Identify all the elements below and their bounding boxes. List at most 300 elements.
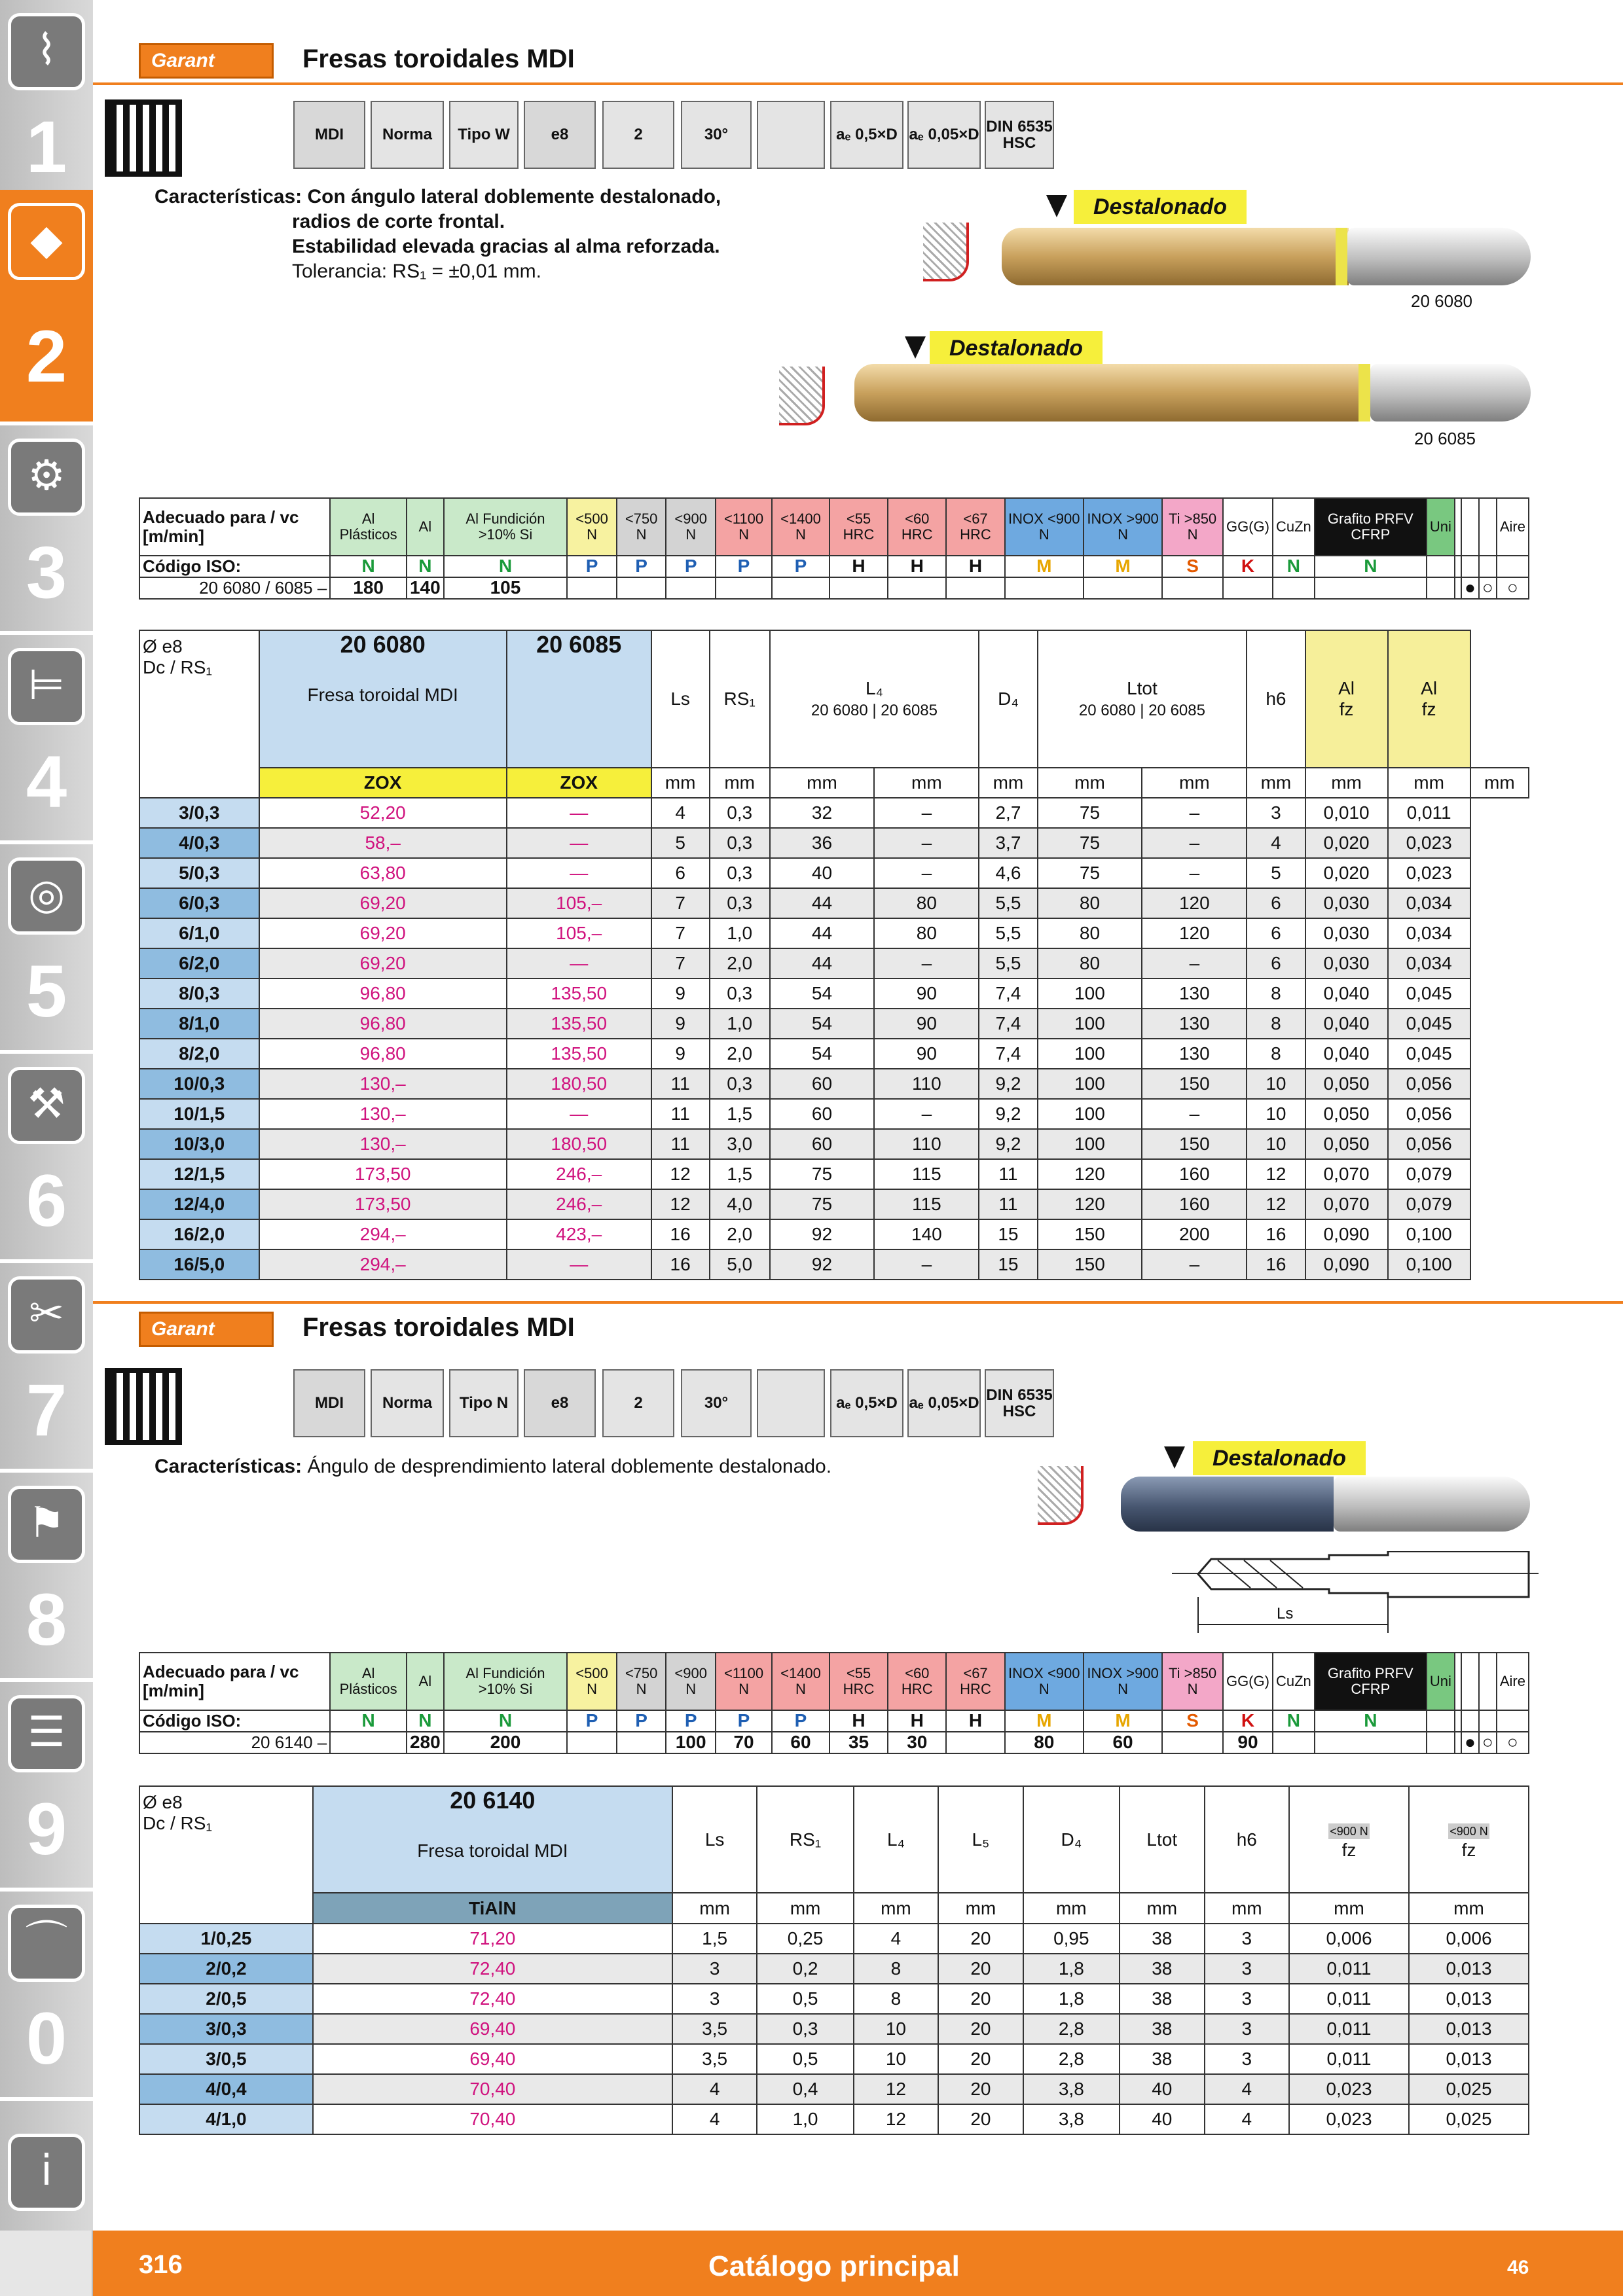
chapter-tab-9[interactable]: ☰ 9 [0,1682,93,1892]
cell: 10 [1247,1099,1305,1129]
cell: 96,80 [259,1039,507,1069]
vc-value: ○ [1497,1732,1529,1753]
cell: — [507,1249,651,1280]
cell: 9 [651,1009,710,1039]
cell: 2/0,2 [139,1954,313,1984]
section2-material-table [139,1652,1529,1754]
cell: 20 [938,2104,1023,2134]
mat-head-18: Uni [1427,498,1455,556]
table-row [139,918,1529,948]
cell: 8/1,0 [139,1009,259,1039]
cell: 3 [1205,2014,1289,2044]
garant-logo: Garant [139,1312,274,1347]
iso-code: P [772,556,830,577]
cell: 0,079 [1388,1159,1470,1189]
vc-value [888,577,946,599]
cell: 38 [1120,2014,1205,2044]
cell: 8 [854,1984,938,2014]
cell: 80 [1038,888,1142,918]
tool3-image [1121,1477,1334,1532]
chapter-tab-5[interactable]: ◎ 5 [0,844,93,1054]
cell: 20 [938,1954,1023,1984]
mat-head-13: INOX >900 N [1084,1653,1162,1710]
unit-mm: mm [1409,1893,1529,1924]
cell: 130,– [259,1099,507,1129]
cell: 75 [1038,798,1142,828]
vc-value [330,1732,407,1753]
drill-icon: ⌇ [8,13,85,90]
mat-head-15: GG(G) [1223,498,1273,556]
cell: 0,034 [1388,888,1470,918]
cell: 0,023 [1289,2074,1409,2104]
cell: 0,006 [1289,1924,1409,1954]
col-fz-al1: Al fz [1305,630,1388,768]
cell: 52,20 [259,798,507,828]
iso-code: N [1273,1710,1315,1732]
unit-mm: mm [1023,1893,1120,1924]
iso-code: H [946,556,1004,577]
iso-code: P [617,556,666,577]
cell: 3,5 [672,2044,757,2074]
cell: 0,040 [1305,1009,1388,1039]
cell: 44 [770,948,875,978]
mat-head-17: Grafito PRFV CFRP [1315,498,1427,556]
mat-head-2: Al [407,498,444,556]
vc-value: 30 [888,1732,946,1753]
cell: 90 [874,1039,979,1069]
iso-code: S [1162,556,1223,577]
vc-value [1273,577,1315,599]
cell: 246,– [507,1159,651,1189]
vc-value: 180 [330,577,407,599]
info-icon: i [8,2134,85,2211]
table-row [139,1099,1529,1129]
col-fz1: <900 N fz [1289,1786,1409,1893]
chapter-tab-4[interactable]: ⊨ 4 [0,635,93,844]
cell: 130 [1142,978,1247,1009]
milling-insert-icon: ◆ [8,203,85,280]
cell: 16 [651,1249,710,1280]
cell: 140 [874,1219,979,1249]
section1-title: Fresas toroidales MDI [302,45,575,73]
iso-code: P [666,556,716,577]
vc-row-label: 20 6140 – [139,1732,330,1753]
symbol-9: aₑ 0,05×D [907,1369,981,1437]
cell: – [874,858,979,888]
cell: 5,5 [979,918,1037,948]
vc-value [1223,577,1273,599]
symbol-5: 2 [602,101,674,169]
symbol-7 [757,1369,825,1437]
table-row [139,1159,1529,1189]
iso-code: S [1162,1710,1223,1732]
mat-head-22: Aire [1497,498,1529,556]
section1-data-table [139,630,1529,1280]
qr-code[interactable] [105,1368,182,1445]
cell: 4,6 [979,858,1037,888]
col-206140: 20 6140 Fresa toroidal MDI [313,1786,672,1893]
coating-zox: ZOX [507,768,651,798]
cell: 0,023 [1388,828,1470,858]
iso-code: K [1223,556,1273,577]
cell: 3 [1205,1954,1289,1984]
cell: 3,7 [979,828,1037,858]
vc-value [830,577,888,599]
cell: 0,020 [1305,828,1388,858]
symbol-9: aₑ 0,05×D [907,101,981,169]
cell: 8/0,3 [139,978,259,1009]
cell: 294,– [259,1219,507,1249]
cell: 9,2 [979,1099,1037,1129]
mat-head-0: Adecuado para / vc [m/min] [139,498,330,556]
cell: 16 [1247,1249,1305,1280]
cell: 7 [651,948,710,978]
mat-head-13: INOX >900 N [1084,498,1162,556]
iso-code: N [1315,1710,1427,1732]
cabinet-icon: ☰ [8,1695,85,1772]
cell: 135,50 [507,1039,651,1069]
cell: 0,045 [1388,1009,1470,1039]
radius-profile-icon [779,367,825,425]
features-label: Características: [155,1456,302,1477]
cell: 6 [651,858,710,888]
table-row [139,2074,1529,2104]
cell: 3 [1205,2044,1289,2074]
cell: 0,090 [1305,1219,1388,1249]
cell: 2/0,5 [139,1984,313,2014]
mat-head-10: <60 HRC [888,498,946,556]
cell: 96,80 [259,978,507,1009]
cell: 4,0 [710,1189,770,1219]
cell: 0,025 [1409,2074,1529,2104]
qr-code[interactable] [105,99,182,177]
cell: 72,40 [313,1984,672,2014]
cell: 9,2 [979,1069,1037,1099]
col-h6: h6 [1247,630,1305,768]
cell: 1,5 [710,1159,770,1189]
col-h6: h6 [1205,1786,1289,1893]
page-number: 316 [139,2250,183,2279]
chapter-tab-1[interactable]: ⌇ 1 [0,0,93,209]
wrench-icon: ⚒ [8,1067,85,1144]
cell: 0,3 [710,978,770,1009]
cell: 0,3 [710,888,770,918]
cell: 0,030 [1305,888,1388,918]
cell: 0,013 [1409,2014,1529,2044]
cell: 11 [651,1099,710,1129]
cell: 0,050 [1305,1099,1388,1129]
mat-head-4: <500 N [567,498,617,556]
cell: 12 [651,1159,710,1189]
cell: 38 [1120,1984,1205,2014]
cell: 44 [770,918,875,948]
cell: 1/0,25 [139,1924,313,1954]
cell: 150 [1038,1249,1142,1280]
cell: 0,034 [1388,918,1470,948]
cell: 0,011 [1289,2014,1409,2044]
cell: – [874,1249,979,1280]
cell: 6 [1247,888,1305,918]
symbol-8: aₑ 0,5×D [830,101,903,169]
cell: 0,3 [710,1069,770,1099]
cell: 60 [770,1129,875,1159]
cell: 130,– [259,1129,507,1159]
vc-value [946,1732,1004,1753]
cell: 294,– [259,1249,507,1280]
iso-code: P [772,1710,830,1732]
cell: 80 [874,918,979,948]
arrow-down-icon [905,336,926,359]
cell: 16/5,0 [139,1249,259,1280]
unit-mm: mm [710,768,770,798]
tool3-label: Destalonado [1193,1441,1366,1475]
cell: 0,050 [1305,1129,1388,1159]
cell: 0,011 [1289,1954,1409,1984]
cell: 60 [770,1099,875,1129]
cell: 54 [770,978,875,1009]
cell: 10 [854,2044,938,2074]
pliers-icon: ✂ [8,1276,85,1354]
cell: 135,50 [507,1009,651,1039]
col-206080: 20 6080 Fresa toroidal MDI [259,630,507,768]
tool2-shank [1370,364,1531,422]
col-l4: L₄ 20 6080 | 20 6085 [770,630,979,768]
col-dc: Ø e8 Dc / RS₁ [139,1786,313,1924]
cell: 11 [651,1129,710,1159]
cell: 0,023 [1388,858,1470,888]
unit-mm: mm [1120,1893,1205,1924]
col-l4: L₄ [854,1786,938,1893]
cell: 6/2,0 [139,948,259,978]
mat-head-1: Al Plásticos [330,498,407,556]
cell: – [1142,948,1247,978]
cell: 0,045 [1388,1039,1470,1069]
chapter-tab-3[interactable]: ⚙ 3 [0,425,93,635]
cell: 115 [874,1159,979,1189]
cell: 2,8 [1023,2044,1120,2074]
section2-features [155,1454,1006,1479]
cell: 9,2 [979,1129,1037,1159]
cell: – [874,1099,979,1129]
iso-code: N [444,556,568,577]
mat-head-2: Al [407,1653,444,1710]
cell: 10/3,0 [139,1129,259,1159]
cell: – [874,948,979,978]
iso-code: N [330,556,407,577]
vc-value: 90 [1223,1732,1273,1753]
unit-mm: mm [1470,768,1529,798]
cell: 0,013 [1409,1984,1529,2014]
cell: 100 [1038,1129,1142,1159]
symbol-4: e8 [524,1369,596,1437]
cell: 36 [770,828,875,858]
vc-value [567,577,617,599]
cell: 100 [1038,978,1142,1009]
symbol-3: Tipo N [449,1369,519,1437]
cell: 160 [1142,1189,1247,1219]
cell: 1,8 [1023,1984,1120,2014]
vc-value [1427,577,1455,599]
cell: 0,3 [710,798,770,828]
cell: 4 [1247,828,1305,858]
vc-value: ○ [1497,577,1529,599]
cell: 90 [874,1009,979,1039]
mat-head-16: CuZn [1273,1653,1315,1710]
symbol-6: 30° [681,1369,752,1437]
cell: 105,– [507,918,651,948]
chapter-tab-info[interactable] [0,2101,93,2231]
iso-code: P [666,1710,716,1732]
chapter-tab-7[interactable]: ✂ 7 [0,1263,93,1473]
features-label: Características: [155,186,302,207]
iso-code: P [716,1710,772,1732]
cell: 3 [1205,1984,1289,2014]
cell: 0,011 [1289,1984,1409,2014]
tool2-image [854,364,1359,422]
cell: 9 [651,1039,710,1069]
iso-code: M [1005,1710,1084,1732]
cell: 9 [651,978,710,1009]
cell: 80 [1038,918,1142,948]
vc-value [716,577,772,599]
symbol-10: DIN 6535 HSC [985,1369,1054,1437]
cell: 4 [672,2074,757,2104]
cell: 20 [938,2014,1023,2044]
cell: 3 [1205,1924,1289,1954]
cell: 6 [1247,948,1305,978]
cell: 130,– [259,1069,507,1099]
tool1-shank [1347,228,1531,285]
cell: 2,7 [979,798,1037,828]
cell: 3/0,3 [139,2014,313,2044]
tool1-ring [1336,228,1347,285]
cell: 120 [1038,1189,1142,1219]
cell: 0,030 [1305,918,1388,948]
cell: 3 [672,1954,757,1984]
cell: 58,– [259,828,507,858]
cell: – [1142,858,1247,888]
table-row [139,858,1529,888]
cell: 0,010 [1305,798,1388,828]
unit-mm: mm [874,768,979,798]
cell: 2,8 [1023,2014,1120,2044]
iso-code: M [1005,556,1084,577]
tool3-drawing [1172,1551,1539,1636]
cell: 1,0 [757,2104,853,2134]
unit-mm: mm [1205,1893,1289,1924]
footer-ref: 46 [1507,2257,1529,2278]
cell: 0,100 [1388,1249,1470,1280]
cell: — [507,1099,651,1129]
section1-rule [93,82,1623,85]
tool2-ring [1359,364,1370,422]
vc-value: 80 [1005,1732,1084,1753]
cell: 4 [854,1924,938,1954]
cell: 5,5 [979,948,1037,978]
cell: 0,013 [1409,1954,1529,1984]
mat-head-20 [1461,498,1479,556]
chapter-sidebar [0,0,93,2296]
iso-code: H [888,556,946,577]
cell: – [1142,798,1247,828]
vc-value [1455,577,1461,599]
toolcase-icon: ⚑ [8,1486,85,1563]
cell: 120 [1142,888,1247,918]
unit-mm: mm [757,1893,853,1924]
cell: 75 [770,1159,875,1189]
table-row [139,978,1529,1009]
cell: 0,3 [710,828,770,858]
ls-dimension: Ls [1277,1605,1294,1623]
cell: 0,95 [1023,1924,1120,1954]
cell: 0,070 [1305,1159,1388,1189]
table-row [139,2104,1529,2134]
cell: 11 [979,1159,1037,1189]
table-row [139,1129,1529,1159]
mat-head-6: <900 N [666,498,716,556]
cell: 38 [1120,2044,1205,2074]
unit-mm: mm [1247,768,1305,798]
col-dc: Ø e8 Dc / RS₁ [139,630,259,798]
cell: 150 [1142,1069,1247,1099]
chapter-tab-6[interactable]: ⚒ 6 [0,1054,93,1263]
cell: 12/4,0 [139,1189,259,1219]
symbol-10: DIN 6535 HSC [985,101,1054,169]
table-row [139,828,1529,858]
symbol-2: Norma [371,101,444,169]
mat-head-16: CuZn [1273,498,1315,556]
col-rs: RS₁ [757,1786,853,1893]
iso-label: Código ISO: [139,556,330,577]
table-row [139,2044,1529,2074]
cell: – [1142,1249,1247,1280]
cell: 12 [854,2104,938,2134]
tool1-article: 20 6080 [1411,291,1472,311]
vc-value [1315,1732,1427,1753]
cell: 10 [854,2014,938,2044]
cell: 160 [1142,1159,1247,1189]
vc-row-label: 20 6080 / 6085 – [139,577,330,599]
cell: 80 [874,888,979,918]
table-row [139,1039,1529,1069]
mat-head-6: <900 N [666,1653,716,1710]
mat-head-7: <1100 N [716,498,772,556]
cell: 3/0,5 [139,2044,313,2074]
vc-value [1162,577,1223,599]
vc-value: 70 [716,1732,772,1753]
cell: 11 [651,1069,710,1099]
cell: 2,0 [710,948,770,978]
chapter-tab-0[interactable]: ⌒ 0 [0,1892,93,2101]
vc-value: 60 [1084,1732,1162,1753]
iso-code: H [888,1710,946,1732]
table-row [139,2014,1529,2044]
cell: 5,0 [710,1249,770,1280]
cell: 246,– [507,1189,651,1219]
cell: 71,20 [313,1924,672,1954]
cell: 12 [651,1189,710,1219]
col-fz-al2: Al fz [1388,630,1470,768]
chapter-tab-2[interactable]: ◆ 2 [0,190,93,425]
cell: 0,056 [1388,1069,1470,1099]
cell: 20 [938,2074,1023,2104]
cell: 100 [1038,1039,1142,1069]
cell: 100 [1038,1099,1142,1129]
cell: 12 [1247,1189,1305,1219]
radius-profile-icon [1038,1466,1084,1525]
chapter-tab-8[interactable]: ⚑ 8 [0,1473,93,1682]
cell: 7 [651,888,710,918]
